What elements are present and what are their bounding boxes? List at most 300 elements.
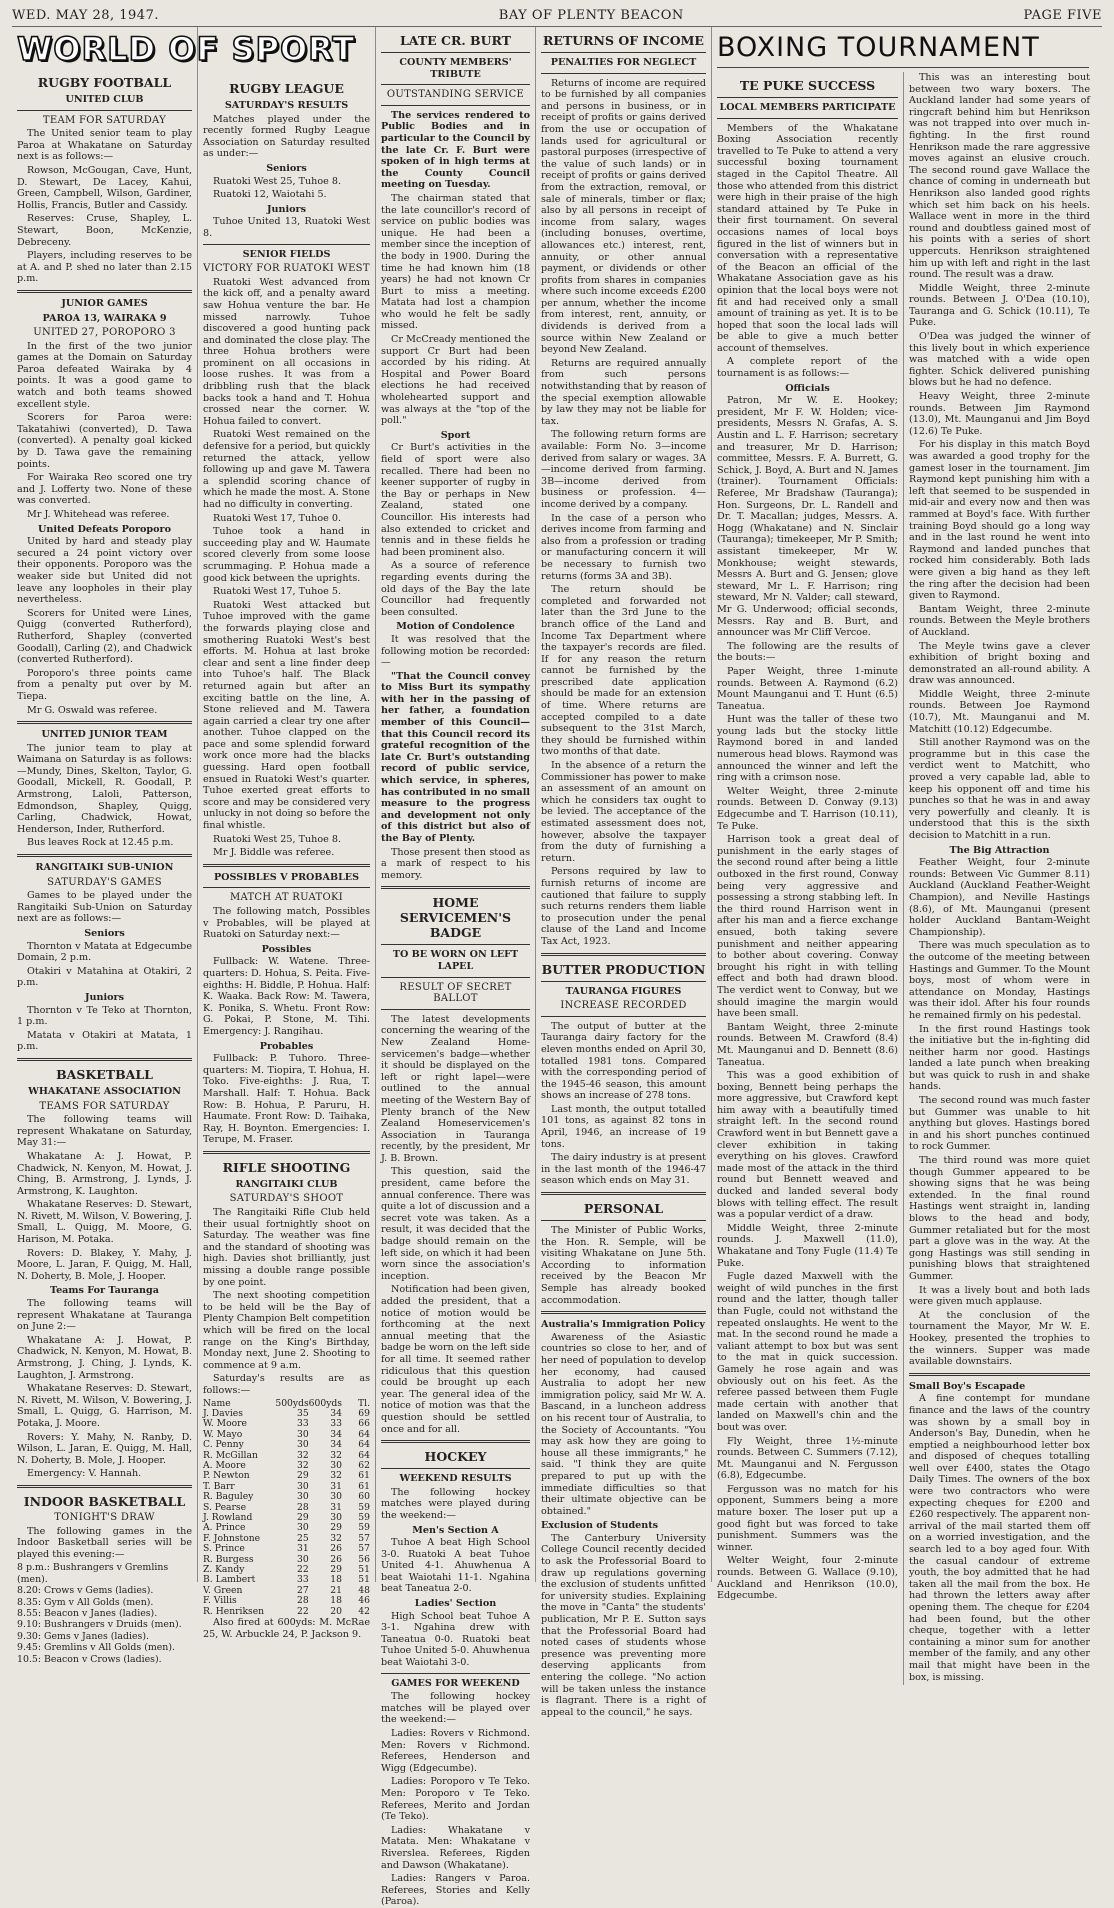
article-paragraph: The chairman stated that the late councillor's record of service on public bodies was unique. He had been a member since the inception of the body in 1900. During the time he had known him (18 years) he had not known Cr Burt to miss a meeting. Matata had lost a champion who would he felt be sadly missed.	[381, 192, 530, 332]
article-paragraph: Scorers for Paroa were: Takatahiwi (converted), D. Tawa (converted). A penalty goal kicked by D. Tawa gave the remaining points.	[17, 412, 192, 470]
table-row	[203, 1607, 370, 1617]
article-paragraph: Matata v Otakiri at Matata, 1 p.m.	[17, 1029, 192, 1053]
article-paragraph: The United senior team to play Paroa at Whakatane on Saturday next is as follows:—	[17, 128, 192, 163]
table-cell: A. Prince	[203, 1522, 246, 1534]
article-paragraph: Scorers for United were Lines, Quigg (converted Rutherford), Rutherford, Shapley (converted Goodall), Carling (2), and Chadwick (converted Rutherford).	[17, 607, 192, 666]
article-paragraph: O'Dea was judged the winner of this lively bout in which experience was matched with a wide open fighter. Schick delivered punishing blows but he had no defence.	[909, 331, 1090, 389]
divider	[541, 1311, 706, 1314]
table-cell: R. Henriksen	[203, 1605, 265, 1617]
table-cell: Z. Kandy	[203, 1564, 245, 1576]
whakatane-association-heading: WHAKATANE ASSOCIATION	[28, 1085, 181, 1097]
te-puke-heading: TE PUKE SUCCESS	[739, 78, 876, 93]
divider	[381, 1468, 530, 1469]
table-cell: 18	[330, 1595, 342, 1607]
table-cell: 27	[296, 1584, 309, 1596]
table-cell: 34	[330, 1428, 342, 1440]
subheading: Probables	[259, 1040, 314, 1052]
weekend-results-heading: WEEKEND RESULTS	[399, 1473, 512, 1485]
table-cell: 31	[296, 1543, 309, 1555]
draw-item: 8.20: Crows v Gems (ladies).	[17, 1585, 154, 1597]
article-paragraph: It was resolved that the following motion be recorded:—	[381, 633, 530, 669]
article-paragraph: Rowson, McGougan, Cave, Hunt, D. Stewart, De Lacey, Kahui, Green, Campbell, Wilson, Gardiner, Hollis, Francis, Butler and Cassidy.	[17, 164, 192, 211]
basketball-heading: BASKETBALL	[56, 1066, 153, 1082]
article-paragraph: Thornton v Matata at Edgecumbe Domain, 2 p.m.	[17, 940, 192, 964]
article-paragraph: Bantam Weight, three 2-minute rounds. Between the Meyle brothers of Auckland.	[909, 603, 1090, 638]
article-paragraph: Paper Weight, three 1-minute rounds. Between A. Raymond (6.2) Mount Maunganui and T. Hunt (6.5) Taneatua.	[717, 665, 898, 712]
article-paragraph: Thornton v Te Teko at Thornton, 1 p.m.	[17, 1004, 192, 1028]
article-paragraph: For Wairaka Reo scored one try and J. Lofferty two. None of these was converted.	[17, 472, 192, 507]
article-paragraph: Fergusson was no match for his opponent, Summers being a more mature boxer. The loser put up a good fight but was forced to take punishment. Summers was the winner.	[717, 1483, 898, 1553]
column-rugby-league	[198, 27, 376, 1640]
draw-item: 8 p.m.: Bushrangers v Gremlins (men).	[17, 1562, 169, 1585]
draw-item: 9.45: Gremlins v All Golds (men).	[17, 1642, 175, 1654]
table-cell: 62	[358, 1460, 370, 1471]
draw-list	[17, 1562, 192, 1665]
article-paragraph: The Canterbury University College Council recently decided to ask the Professorial Board to draw up regulations governing the exclusion of students unfitted for university studies. Explaining the move in "Canta" the students' publication, Mr P. E. Sutton says that the Professorial Board had noted cases of students whose presence was preventing more deserving applicants from entering the college. "No action will be taken unless the instance is flagrant. There is a right of appeal to the council," he says.	[541, 1532, 706, 1718]
table-cell: A. Moore	[203, 1460, 246, 1471]
subheading: Sport	[440, 429, 471, 441]
table-cell: 30	[296, 1480, 309, 1492]
table-cell: 26	[330, 1553, 342, 1565]
divider	[541, 1016, 706, 1017]
table-cell: F. Villis	[203, 1595, 237, 1607]
divider	[381, 1673, 530, 1674]
article-paragraph: A complete report of the tournament is as follows:—	[717, 356, 898, 380]
table-cell: 57	[358, 1532, 370, 1544]
column-returns-of-income	[536, 27, 712, 1718]
subheading: Small Boy's Escapade	[909, 1380, 1026, 1392]
article-paragraph: The dairy industry is at present in the last month of the 1946-47 season which ends on May 31.	[541, 1152, 706, 1187]
divider	[541, 73, 706, 74]
table-cell: W. Mayo	[203, 1428, 243, 1440]
issue-date: WED. MAY 28, 1947.	[12, 8, 159, 23]
article-paragraph: The following teams will represent Whakatane on Saturday, May 31:—	[17, 1114, 192, 1149]
table-cell: 32	[296, 1460, 309, 1471]
personal-heading: PERSONAL	[583, 1201, 664, 1217]
table-cell: P. Newton	[203, 1470, 250, 1482]
article-paragraph: Middle Weight, three 2-minute rounds. J. Maxwell (11.0), Whakatane and Tony Fugle (11.4) Te Puke.	[717, 1222, 898, 1269]
subheading: Seniors	[84, 928, 125, 939]
table-cell: B. Lambert	[203, 1574, 256, 1586]
victory-heading: VICTORY FOR RUATOKI WEST	[203, 263, 370, 275]
article-paragraph: Also fired at 600yds: M. McRae 25, W. Arbuckle 24, P. Jackson 9.	[203, 1617, 370, 1640]
article-paragraph: The third round was more quiet though Gummer appeared to be showing signs that he was being extended. In the final round Hastings went straight in, landing blows to the head and body, Gummer retaliated but for the most part a glove was in the way. At the gong Hastings was still sending in punishing blows that straightened Gummer.	[909, 1155, 1090, 1282]
table-cell: C. Penny	[203, 1439, 244, 1451]
table-cell: 22	[296, 1564, 309, 1576]
table-cell: 51	[358, 1564, 370, 1576]
column-late-cr-burt	[376, 27, 536, 1908]
article-paragraph: The following hockey matches were played during the weekend:—	[381, 1486, 530, 1521]
article-paragraph: The second round was much faster but Gummer was unable to hit anything but gloves. Hastings bored in and his short punches continued to rock Gummer.	[909, 1095, 1090, 1153]
divider	[381, 1440, 530, 1443]
table-cell: 66	[358, 1418, 370, 1430]
table-cell: 59	[358, 1501, 370, 1513]
table-cell: S. Prince	[203, 1543, 245, 1555]
draw-item: 10.5: Beacon v Crows (ladies).	[17, 1653, 162, 1665]
teams-saturday-heading: TEAMS FOR SATURDAY	[39, 1100, 170, 1112]
article-paragraph: Heavy Weight, three 2-minute rounds. Between Jim Raymond (13.0), Mt. Maunganui and Jim Boyd (12.6) Te Puke.	[909, 391, 1090, 437]
burt-heading: LATE CR. BURT	[400, 33, 511, 48]
indoor-basketball-heading: INDOOR BASKETBALL	[23, 1493, 186, 1509]
table-cell: 32	[330, 1470, 342, 1482]
article-paragraph: Emergency: V. Hannah.	[27, 1468, 142, 1480]
article-paragraph: Whakatane Reserves: D. Stewart, N. Rivett, M. Wilson, V. Bowering, J. Small, L. Quigg, M. Moore, G. Harison, M. Potaka.	[17, 1199, 192, 1246]
article-paragraph: The Minister of Public Works, the Hon. R. Semple, will be visiting Whakatane on June 5th. According to information received by the Beacon Mr Semple has already booked accommodation.	[541, 1225, 706, 1306]
possibles-heading: POSSIBLES V PROBABLES	[213, 871, 360, 883]
games-weekend-heading: GAMES FOR WEEKEND	[391, 1677, 520, 1689]
article-paragraph: The next shooting competition to be held will be the Bay of Plenty Champion Belt competition which will be fired on the local range on the King's Birthday, Monday next, June 2. Shooting to commence at 9 a.m.	[203, 1290, 370, 1371]
divider	[203, 244, 370, 245]
article-paragraph: Members of the Whakatane Boxing Association recently travelled to Te Puke to attend a very successful boxing tournament staged in the Capitol Theatre. All those who attended from this district were high in their praise of the high standard attained by Te Puke in their first tournament. On several occasions names of local boys figured in the list of winners but in conversation with a representative of the Beacon an official of the Whakatane Association gave as his opinion that the local boys were not fit and had received only a small amount of training as yet. It is to be hoped that soon the local lads will be able to give a much better account of themselves.	[717, 122, 898, 354]
divider	[541, 1220, 706, 1221]
divider	[203, 887, 370, 888]
divider	[717, 118, 898, 119]
table-cell: 48	[358, 1584, 370, 1596]
divider	[381, 886, 530, 889]
article-paragraph: In the first round Hastings took the initiative but the in-fighting did neither harm nor good. Hastings landed a late punch when breaking but was quick to rush in and shake hands.	[909, 1023, 1090, 1093]
subheading: Seniors	[266, 162, 307, 174]
table-cell: 30	[330, 1460, 342, 1471]
table-cell: 60	[358, 1491, 370, 1503]
article-paragraph: Patron, Mr W. E. Hookey; president, Mr F. W. Holden; vice-presidents, Messrs N. Grafas, A. S. Austin and L. F. Harrison; secretary and treasurer, Mr D. Harrison; committee, Messrs. F. A. Burrett, G. Schick, J. Boyd, A. Burt and N. James (trainer). Tournament Officials: Referee, Mr Bradshaw (Tauranga); Hon. Surgeons, Dr. L. Randell and Dr. T. Macallan; judges, Messrs. A. Hogg (Whakatane) and N. Sinclair (Tauranga); timekeeper, Mr P. Smith; assistant timekeeper, Mr W. Monkhouse; weight stewards, Messrs A. Burt and G. Jensen; glove steward, Mr L. F. Harrison; ring steward, Mr N. Valder; call steward, Mr G. Underwood; official seconds, Messrs. Ray and B. Burt, and announcer was Mr Cliff Vercoe.	[717, 395, 898, 639]
table-cell: R. McGillan	[203, 1449, 258, 1461]
table-cell: 33	[330, 1418, 342, 1430]
table-cell: 21	[330, 1584, 342, 1596]
article-paragraph: It was a lively bout and both lads were given much applause.	[909, 1284, 1090, 1308]
butter-heading: BUTTER PRODUCTION	[541, 961, 706, 977]
article-paragraph: The following are the results of the bouts:—	[717, 640, 898, 664]
table-cell: 64	[358, 1428, 370, 1440]
rangitaiki-club-heading: RANGITAIKI CLUB	[235, 1178, 338, 1190]
article-paragraph: Ruatoki West advanced from the kick off, and a penalty award saw Hohua venture the bar. He missed narrowly. Tuhoe discovered a good hunting pack and dominated the close play. The three Hohua brothers were prominent on all occasions in loose rushes. It was from a dribbling rush that the black backs took a hand and T. Hohua crossed near the corner. W. Hohua failed to convert.	[203, 276, 370, 427]
divider	[203, 1151, 370, 1154]
article-paragraph: Awareness of the Asiastic countries so close to her, and of her need of population to develop her economy, had caused Australia to adopt her new immigration policy, said Mr W. A. Bascand, in a luncheon address on his recent tour of Australia, to the Society of Accountants. "You may ask how they are going to house all these immigrants," he said. "I think they are quite prepared to put up with the immediate difficulties so that their ultimate objective can be obtained."	[541, 1331, 706, 1517]
article-paragraph: At the conclusion of the tournament the Mayor, Mr W. E. Hookey, presented the trophies to the winners. Supper was made available downstairs.	[909, 1309, 1090, 1368]
table-cell: 29	[330, 1522, 342, 1534]
boxing-column-left	[717, 72, 904, 1685]
motion-paragraph: "That the Council convey to Miss Burt its sympathy with her in the passing of her father, a foundation member of this Council—that this Council record its grateful recognition of the late Cr. Burt's outstanding record of public service, which service, in spheres, has contributed in no small measure to the progress and development not only of this district but also of the Bay of Plenty.	[381, 670, 530, 844]
columns	[12, 27, 1102, 1908]
article-paragraph: Mr G. Oswald was referee.	[27, 704, 158, 716]
article-paragraph: The junior team to play at Waimana on Saturday is as follows:—Mundy, Dines, Skelton, Taylor, G. Goodall, Mickell, R. Goodall, P. Armstrong, Laloli, Patterson, Edmondson, Shapley, Quigg, Carling, Chadwick, Howat, Henderson, Inder, Rutherford.	[17, 742, 192, 835]
article-paragraph: Tuhoe United 13, Ruatoki West 8.	[203, 216, 370, 239]
article-paragraph: Whakatane A: J. Howat, P. Chadwick, N. Kenyon, M. Howat, J. Ching, B. Armstrong, J. Lynds, J. Armstrong, K. Laughton.	[17, 1150, 192, 1197]
table-cell: 33	[296, 1418, 309, 1430]
table-cell: 26	[330, 1543, 342, 1555]
article-paragraph: Feather Weight, four 2-minute rounds: Between Vic Gummer 8.11) Auckland (Auckland Feather-Weight Champion), and Neville Hastings (8.6), of Mt. Maunganui (present holder Auckland Bantam-Weight Championship).	[909, 857, 1090, 938]
article-paragraph: In the absence of a return the Commissioner has power to make an assessment of an amount on which he considers tax ought to be levied. The acceptance of the estimated assessment does not, however, absolve the taxpayer from the duty of furnishing a return.	[541, 760, 706, 864]
divider	[381, 105, 530, 106]
table-header: 600yds	[308, 1397, 342, 1409]
article-paragraph: Games to be played under the Rangitaiki Sub-Union on Saturday next are as follows:—	[17, 890, 192, 925]
table-cell: 31	[330, 1480, 342, 1492]
article-paragraph: Persons required by law to furnish returns of income are cautioned that failure to supply such returns renders them liable to prosecution under the penal clause of the Land and Income Tax Act, 1923.	[541, 866, 706, 947]
article-paragraph: The following return forms are available: Form No. 3—income derived from salary or wages. 3A—income derived from farming. 3B—income derived from business or profession. 4—income derived by a company.	[541, 429, 706, 510]
table-cell: 59	[358, 1522, 370, 1534]
article-paragraph: Welter Weight, four 2-minute rounds. Between G. Wallace (9.10), Auckland and Henrikson (10.0), Edgecumbe.	[717, 1555, 898, 1602]
article-paragraph: Middle Weight, three 2-minute rounds. Between Joe Raymond (10.7), Mt. Maunganui and M. Matchitt (10.12) Edgecumbe.	[909, 688, 1090, 735]
table-cell: 46	[358, 1595, 370, 1607]
subheading: Juniors	[85, 991, 124, 1003]
article-paragraph: United by hard and steady play secured a 24 point victory over their opponents. Poroporo was the weaker side but United did not leave any loopholes in their play nevertheless.	[17, 536, 192, 606]
table-cell: 22	[296, 1605, 309, 1617]
paper-name: BAY OF PLENTY BEACON	[498, 8, 684, 23]
article-paragraph: Ruatoki West 25, Tuhoe 8.	[213, 833, 341, 845]
article-paragraph: The Rangitaiki Rifle Club held their usual fortnightly shoot on Saturday. The weather was fine and the standard of shooting was high. Davies shot brilliantly, just missing a double range possible by one point.	[203, 1207, 370, 1288]
table-cell: 56	[358, 1553, 370, 1565]
table-cell: 30	[296, 1553, 309, 1565]
table-cell: R. Baguley	[203, 1491, 254, 1503]
article-paragraph: Whakatane A: J. Howat, P. Chadwick, N. Kenyon, M. Howat, B. Armstrong, J. Ching, J. Lynds, K. Laughton, J. Armstrong.	[17, 1334, 192, 1381]
article-paragraph: Ruatoki West 17, Tuhoe 0.	[213, 512, 341, 524]
article-paragraph: A fine contempt for mundane finance and the laws of the country was shown by a small boy in Anderson's Bay, Dunedin, when he emptied a neighbourhood letter box and disposed of cheques totalling well over £400, states the Otago Daily Times. The owners of the box were two contractors who were expecting cheques for £200 and £260 respectively. The apparent non-arrival of the mail started them off on a worried investigation, and the search led to a boy aged four. With the casual candour of extreme youth, the boy admitted that he had taken all the mail from the box. He had thrown the letters away after opening them. The cheque for £204 had been found, but the other cheque, together with a letter containing a minor sum for another member of the family, and any other mail that might have been in the box, is missing.	[909, 1393, 1090, 1683]
table-cell: 64	[358, 1449, 370, 1461]
article-paragraph: Ruatoki West 25, Tuhoe 8.	[213, 175, 341, 187]
article-paragraph: Fullback: W. Watene. Three-quarters: D. Hohua, S. Peita. Five-eighths: H. Biddle, P. Hohua. Half: K. Waaka. Back Row: M. Tawera, K. Ponika, S. Whetu. Front Row: G. Pokai, P. Stone, M. Tihi. Emergency: J. Rangihau.	[203, 956, 370, 1037]
rugby-league-heading: RUGBY LEAGUE	[229, 81, 344, 96]
table-cell: 30	[296, 1522, 309, 1534]
lead-paragraph: The services rendered to Public Bodies and in particular to the Council by the late Cr. F. Burt were spoken of in high terms at the County Council meeting on Tuesday.	[381, 109, 530, 191]
table-cell: S. Pearse	[203, 1501, 247, 1513]
score-heading: PAROA 13, WAIRAKA 9	[42, 312, 167, 324]
rifle-shooting-heading: RIFLE SHOOTING	[222, 1159, 351, 1175]
article-paragraph: Fullback: P. Tuhoro. Three-quarters: M. Tiopira, T. Hohua, H. Toko. Five-eighths: J. Rua, T. Marshall. Half: T. Hohua. Back Row: B. Hohua, P. Paruru, H. Haumate. Front Row: D. Taihaka, Ray, H. Boynton. Emergencies: I. Terupe, M. Fraser.	[203, 1053, 370, 1146]
article-paragraph: Ladies: Rangers v Paroa. Referees, Stories and Kelly (Paroa).	[381, 1873, 530, 1908]
scores-table	[203, 1399, 370, 1618]
article-paragraph: Mr J. Whitehead was referee.	[27, 509, 170, 520]
article-paragraph: Fly Weight, three 1½-minute rounds. Between C. Summers (7.12), Mt. Maunganui and N. Fergusson (6.8), Edgecumbe.	[717, 1435, 898, 1482]
article-paragraph: Matches played under the recently formed Rugby League Association on Saturday resulted as under:—	[203, 113, 370, 160]
table-cell: 18	[330, 1574, 342, 1586]
article-paragraph: Rovers: Y. Mahy, N. Ranby, D. Wilson, L. Jaran, E. Quigg, M. Hall, N. Doherty, B. Mole, J. Hooper.	[17, 1431, 192, 1466]
saturday-games-heading: SATURDAY'S GAMES	[47, 876, 162, 888]
boxing-column-right	[904, 72, 1090, 1685]
article-paragraph: The following games in the Indoor Basketball series will be played this evening:—	[17, 1525, 192, 1560]
table-cell: 34	[330, 1439, 342, 1451]
left-lapel-heading: TO BE WORN ON LEFT LAPEL	[392, 949, 519, 972]
ballot-heading: RESULT OF SECRET BALLOT	[399, 981, 512, 1005]
subheading: The Big Attraction	[949, 844, 1050, 856]
article-paragraph: The return should be completed and forwarded not later than the 3rd June to the branch office of the Land and Income Tax Department where the taxpayer's records are filed. If for any reason the return cannot be furnished by the prescribed date application should be made for an extension of time. Where returns are accepted compiled to a date subsequent to the 31st March, they should be furnished within two months of that date.	[541, 584, 706, 758]
article-paragraph: Middle Weight, three 2-minute rounds. Between J. O'Dea (10.10), Tauranga and G. Schick (10.11), Te Puke.	[909, 282, 1090, 329]
divider	[17, 1485, 192, 1488]
subheading: Exclusion of Students	[541, 1520, 659, 1532]
article-paragraph: Ruatoki West remained on the defensive for a period, but quickly returned the attack, yellow following up and gave M. Tawera a splendid scoring chance of which he made the most. A. Stone had no difficulty in converting.	[203, 429, 370, 510]
boxing-columns	[717, 72, 1090, 1685]
badge-heading: HOME SERVICEMEN'S BADGE	[399, 895, 512, 941]
article-paragraph: The output of butter at the Tauranga dairy factory for the eleven months ended on April 30, totalled 1981 tons. Compared with the corresponding period of the 1945-46 season, this amount shows an increase of 278 tons.	[541, 1020, 706, 1102]
subheading: Men's Section A	[412, 1524, 499, 1536]
subheading: Ladies' Section	[414, 1598, 497, 1610]
subheading: Teams For Tauranga	[50, 1285, 159, 1297]
article-paragraph: Welter Weight, three 2-minute rounds. Between D. Conway (9.13) Edgecumbe and T. Harrison (10.11), Te Puke.	[717, 785, 898, 832]
rugby-football-heading: RUGBY FOOTBALL	[37, 75, 172, 90]
article-paragraph: Whakatane Reserves: D. Stewart, N. Rivett, M. Wilson, V. Bowering, J. Small, L. Quigg, G. Harrison, M. Potaka, J. Moore.	[17, 1383, 192, 1429]
article-paragraph: Returns of income are required to be furnished by all companies and persons in business, or in receipt of profits or gains derived from the use or occupation of lands used for agricultural or pastoral purposes (irrespective of the value of such lands) or in receipt of profits or gains derived from the extraction, removal, or sale of minerals, timber or flax; also by all persons in receipt of income from salary, wages (including bonuses, overtime, allowances etc.) interest, rent, annuity, or other annual payment, or dividends or other profits from shares in companies where such income exceeds £200 per annum, whether the income from interest, rent, annuity, or dividends is derived from a source within New Zealand or beyond New Zealand.	[541, 77, 706, 356]
divider	[909, 1373, 1090, 1376]
senior-fields-heading: SENIOR FIELDS	[242, 248, 331, 260]
table-cell: 64	[358, 1439, 370, 1451]
banner-spacer	[203, 27, 370, 75]
divider	[381, 52, 530, 53]
table-cell: 30	[330, 1512, 342, 1524]
match-at-heading: MATCH AT RUATOKI	[229, 892, 344, 904]
article-paragraph: Still another Raymond was on the programme but in this case the verdict went to Matchitt, who proved a very capable lad, able to keep his opponent off and time his punches so that he was in and away very powerfully and cleanly. It is understood that this is the sixth decision to Matchitt in a run.	[909, 737, 1090, 841]
rangitaiki-heading: RANGITAIKI SUB-UNION	[35, 862, 174, 874]
table-cell: R. Burgess	[203, 1553, 254, 1565]
table-cell: 35	[296, 1407, 309, 1419]
masthead	[12, 8, 1102, 27]
subheading: Juniors	[267, 203, 306, 215]
article-paragraph: Tuhoe took a hand in succeeding play and W. Haumate scored cleverly from some loose scrummaging. P. Hohua made a good kick between the uprights.	[203, 526, 370, 584]
article-paragraph: The latest developments concerning the wearing of the New Zealand Home-servicemen's badge—whether it should be displayed on the left or right lapel—were outlined to the annual meeting of the Western Bay of Plenty branch of the New Zealand Homeservicemen's Association in Tauranga recently, by the president, Mr J. B. Brown.	[381, 1013, 530, 1164]
table-cell: F. Johnstone	[203, 1532, 261, 1544]
increase-heading: INCREASE RECORDED	[560, 1000, 687, 1012]
table-cell: V. Green	[203, 1584, 243, 1596]
table-header: Name	[203, 1397, 231, 1409]
article-paragraph: Ruatoki 12, Waiotahi 5.	[213, 189, 327, 201]
article-paragraph: Cr McCready mentioned the support Cr Burt had been accorded by his riding. At Hospital and Power Board elections he had received wholehearted support and was always at the "top of the poll."	[381, 334, 530, 427]
article-paragraph: Poroporo's three points came from a penalty put over by M. Tiepa.	[17, 667, 192, 702]
table-cell: 30	[296, 1491, 309, 1503]
article-paragraph: Fugle dazed Maxwell with the weight of wild punches in the first round and the latter, though taller than Fugle, could not withstand the repeated onslaughts. He went to the mat. In the second round he made a valiant attempt to box but was sent to the mat in quick succession. Gamely he rose again and was obviously out on his feet. As the referee passed between them Fugle made certain with another that landed on Maxwell's chin and the bout was over.	[717, 1271, 898, 1433]
table-cell: 32	[296, 1449, 309, 1461]
world-of-sport-banner: WORLD OF SPORT	[17, 30, 356, 68]
saturday-shoot-heading: SATURDAY'S SHOOT	[229, 1193, 344, 1205]
subheading: United Defeats Poroporo	[38, 523, 171, 535]
penalties-heading: PENALTIES FOR NEGLECT	[550, 57, 697, 68]
income-heading: RETURNS OF INCOME	[543, 33, 704, 48]
article-paragraph: Tuhoe A beat High School 3-0. Ruatoki A beat Tuhoe United 4-1. Ahuwhenua A beat Waiotahi 11-1. Ngahina beat Taneatua 2-0.	[381, 1537, 530, 1595]
divider	[17, 721, 192, 724]
article-paragraph: Returns are required annually from such persons notwithstanding that by reason of the special exemption allowable by law they may not be liable for tax.	[541, 357, 706, 427]
divider	[381, 977, 530, 978]
divider	[717, 97, 898, 98]
draw-item: 8.35: Gym v All Golds (men).	[17, 1596, 154, 1608]
divider	[381, 84, 530, 85]
article-paragraph: Those present then stood as a mark of respect to his memory.	[381, 846, 530, 881]
united-club-heading: UNITED CLUB	[65, 94, 144, 105]
score-heading: UNITED 27, POROPORO 3	[33, 327, 176, 339]
table-cell: W. Moore	[203, 1418, 247, 1430]
united-junior-team-heading: UNITED JUNIOR TEAM	[41, 729, 168, 741]
article-paragraph: Players, including reserves to be at A. and P. shed no later than 2.15 p.m.	[17, 250, 192, 285]
article-paragraph: Harrison took a great deal of punishment in the early stages of the second round after being a little outboxed in the first round, Conway being very aggressive and possessing a strong stabbing left. In the third round Harrison went in after his man and a fierce exchange ensued, both taking severe punishment and neither appearing to bother about covering. Conway brought his right in with telling effect and both had drawn blood. The verdict went to Conway, but we should imagine the margin would have been small.	[717, 834, 898, 1020]
table-cell: J. Rowland	[203, 1512, 253, 1524]
article-paragraph: Ladies: Whakatane v Matata. Men: Whakatane v Riverslea. Referees, Rigden and Dawson (Whakatane).	[381, 1824, 530, 1871]
article-paragraph: Cr Burt's activities in the field of sport were also recalled. There had been no keener supporter of rugby in the Bay or perhaps in New Zealand, stated one Councillor. His interests had also extended to cricket and tennis and in these fields he had been prominent also.	[381, 442, 530, 558]
table-cell: 57	[358, 1543, 370, 1555]
divider	[17, 110, 192, 111]
tonights-draw-heading: TONIGHT'S DRAW	[54, 1511, 155, 1523]
article-paragraph: As a source of reference regarding events during the old days of the Bay the late Councillor had frequently been consulted.	[381, 560, 530, 618]
subheading: Possibles	[261, 943, 312, 955]
table-cell: 69	[358, 1407, 370, 1419]
article-paragraph: Ruatoki West 17, Tuhoe 5.	[213, 586, 341, 598]
table-cell: 32	[330, 1532, 342, 1544]
boxing-banner: BOXING TOURNAMENT	[717, 29, 1089, 68]
article-paragraph: Mr J. Biddle was referee.	[213, 847, 335, 859]
article-paragraph: Bus leaves Rock at 12.45 p.m.	[27, 837, 174, 849]
table-header: 500yds	[275, 1397, 309, 1409]
subheading: Motion of Condolence	[396, 621, 515, 633]
divider	[17, 290, 192, 293]
table-cell: 42	[358, 1605, 370, 1617]
table-cell: 61	[358, 1480, 370, 1492]
article-paragraph: The following match, Possibles v Probables, will be played at Ruatoki on Saturday next:—	[203, 906, 370, 941]
table-cell: 30	[296, 1428, 309, 1440]
article-paragraph: There was much speculation as to the outcome of the meeting between Hastings and Gummer. To the Mount boys, most of whom were in attendance on Monday, Hastings was their idol. After his four rounds he remained firmly on his pedestal.	[909, 940, 1090, 1021]
table-cell: 29	[296, 1470, 309, 1482]
article-paragraph: Notification had been given, added the president, that a notice of motion would be forthcoming at the next annual meeting that the badge be worn on the left side for all time. It seemed rather ridiculous that this question could be brought up each year. The general idea of the notice of motion was that the question should be settled once and for all.	[381, 1284, 530, 1435]
article-paragraph: In the first of the two junior games at the Domain on Saturday Paroa defeated Wairaka by 4 points. It was a good game to watch and both teams showed excellent style.	[17, 340, 192, 410]
divider	[17, 854, 192, 857]
article-paragraph: In the case of a person who derives income from farming and also from a profession or trading or manufacturing concern it will be necessary to furnish two returns (forms 3A and 3B).	[541, 512, 706, 582]
table-cell: J. Davies	[203, 1407, 243, 1419]
draw-item: 9.10: Bushrangers v Druids (men).	[17, 1619, 182, 1631]
article-paragraph: Saturday's results are as follows:—	[203, 1373, 370, 1396]
service-heading: OUTSTANDING SERVICE	[386, 89, 525, 101]
table-cell: 51	[358, 1574, 370, 1586]
divider	[541, 953, 706, 956]
table-cell: 20	[330, 1605, 342, 1617]
article-paragraph: This question, said the president, came before the annual conference. There was quite a lot of discussion and a secret vote was taken. As a result, it was decided that the badge should remain on the left side, on which it had been worn since the association's inception.	[381, 1166, 530, 1282]
article-paragraph: Reserves: Cruse, Shapley, L. Stewart, Boon, McKenzie, Debreceny.	[17, 213, 192, 248]
table-cell: 30	[330, 1491, 342, 1503]
table-cell: 34	[330, 1407, 342, 1419]
divider	[203, 864, 370, 867]
article-paragraph: Ladies: Rovers v Richmond. Men: Rovers v Richmond. Referees, Henderson and Wigg (Edgecumbe).	[381, 1728, 530, 1774]
article-paragraph: Bantam Weight, three 2-minute rounds. Between M. Crawford (8.4) Mt. Maunganui and D. Bennett (8.6) Taneatua.	[717, 1021, 898, 1068]
subheading: Officials	[785, 382, 830, 394]
article-paragraph: Ladies: Poroporo v Te Teko. Men: Poroporo v Te Teko. Referees, Merito and Jordan (Te Teko).	[381, 1776, 530, 1823]
article-paragraph: For his display in this match Boyd was awarded a good trophy for the gamest loser in the tournament. Jim Raymond kept punishing him with a left that seemed to be suspended in mid-air and every now and then was rammed at Boyd's face. With further training Boyd should go a long way and in the last round he went into Raymond and landed punches that rocked him considerably. Both lads were given a big hand as they left the ring after the decision had been given to Raymond.	[909, 439, 1090, 602]
article-paragraph: Last month, the output totalled 101 tons, as against 82 tons in April, 1946, an increase of 19 tons.	[541, 1103, 706, 1150]
article-paragraph: High School beat Tuhoe A 3-1. Ngahina drew with Taneatua 0-0. Ruatoki beat Tuhoe United 5-0. Ahuwhenua beat Waiotahi 3-0.	[381, 1610, 530, 1669]
table-cell: 33	[296, 1574, 309, 1586]
tribute-heading: COUNTY MEMBERS' TRIBUTE	[399, 57, 512, 80]
table-cell: 28	[296, 1595, 309, 1607]
draw-item: 9.30: Gems v Janes (ladies).	[17, 1630, 149, 1642]
hockey-heading: HOCKEY	[424, 1449, 487, 1465]
page-number: PAGE FIVE	[1023, 8, 1102, 23]
table-cell: 32	[330, 1449, 342, 1461]
table-cell: 29	[296, 1512, 309, 1524]
article-paragraph: The Meyle twins gave a clever exhibition of bright boxing and demonstrated an all-round ability. A draw was announced.	[909, 640, 1090, 687]
article-paragraph: The following hockey matches will be played over the weekend:—	[381, 1691, 530, 1726]
article-paragraph: The following teams will represent Whakatane at Tauranga on June 2:—	[17, 1298, 192, 1333]
article-paragraph: Ruatoki West attacked but Tuhoe improved with the game the forwards playing close and smothering Ruatoki West's best efforts. M. Hohua at last broke clear and sent a line finder deep into Tuhoe's half. The Black returned again but after an exciting battle on the line, A. Stone relieved and M. Tawera again carried a clear try one after another. Tuhoe clapped on the pace and some splendid forward work once more had the blacks guessing. Hard open football ensued in Ruatoki West's quarter. Tuhoe exerted great efforts to score and may be considered very unlucky in not doing so before the final whistle.	[203, 599, 370, 832]
article-paragraph: Rovers: D. Blakey, Y. Mahy, J. Moore, L. Jaran, F. Quigg, M. Hall, N. Doherty, B. Mole, J. Hooper.	[17, 1247, 192, 1282]
subheading: Australia's Immigration Policy	[541, 1319, 705, 1331]
table-cell: 31	[330, 1501, 342, 1513]
article-paragraph: Hunt was the taller of these two young lads but the stocky little Raymond bored in and landed numerous head blows. Raymond was announced the winner and left the ring with a crimson nose.	[717, 714, 898, 784]
saturday-results-heading: SATURDAY'S RESULTS	[224, 100, 349, 111]
junior-games-heading: JUNIOR GAMES	[61, 297, 148, 309]
divider	[381, 944, 530, 945]
article-paragraph: This was an interesting bout between two wary boxers. The Auckland lander had some years of ringcraft behind him but Henrikson was not trapped into over much in-fighting. In the first round Henrikson made the rare aggressive moves against an elusive crouch. The second round gave Wallace the chance of coming in underneath but Henrikson also landed good rights which set him back on his heels. Wallace went in more in the third round and doubtless gained most of his points with a series of short uppercuts. Henrikson straightened him up with left and right in the last round. The result was a draw.	[909, 72, 1090, 281]
divider	[541, 52, 706, 53]
divider	[381, 1009, 530, 1010]
local-members-heading: LOCAL MEMBERS PARTICIPATE	[719, 102, 896, 113]
table-cell: 59	[358, 1512, 370, 1524]
draw-item: 8.55: Beacon v Janes (ladies).	[17, 1607, 158, 1619]
column-boxing	[712, 27, 1090, 1683]
divider	[17, 1058, 192, 1061]
table-cell: 29	[330, 1564, 342, 1576]
table-cell: 25	[296, 1532, 309, 1544]
table-header: Tl.	[358, 1397, 370, 1409]
